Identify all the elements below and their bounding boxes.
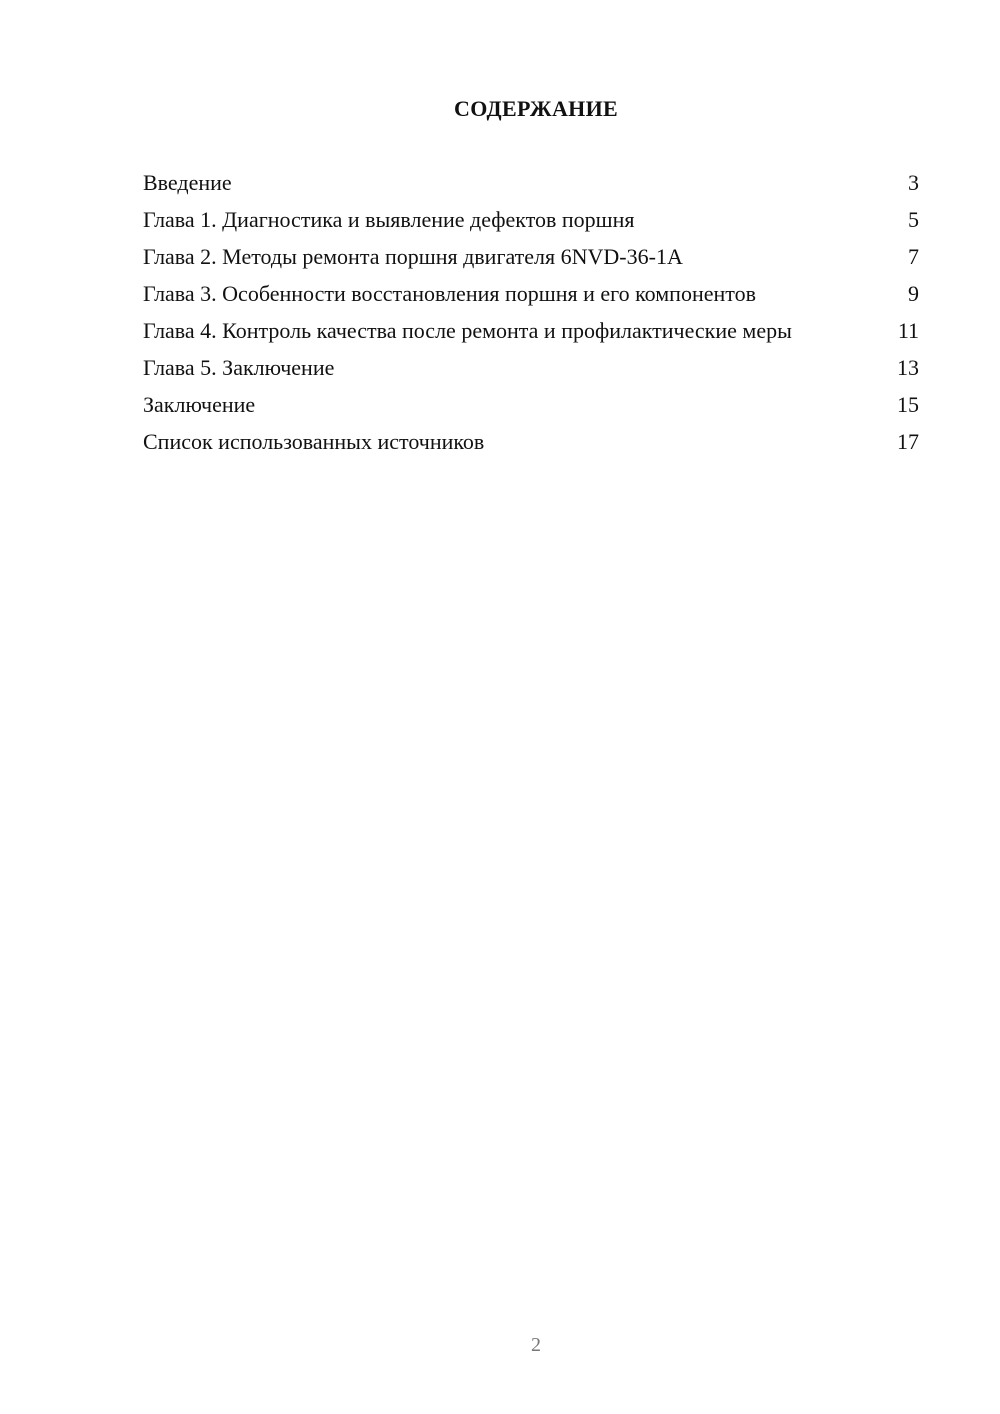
toc-entry-title: Заключение (143, 392, 256, 417)
toc-entry-chapter-2[interactable] (143, 244, 919, 270)
toc-heading: СОДЕРЖАНИЕ (454, 96, 618, 121)
table-of-contents (143, 170, 919, 466)
toc-entry-chapter-4[interactable] (143, 318, 919, 344)
toc-entry-title: Глава 1. Диагностика и выявление дефектов поршня (143, 207, 635, 232)
toc-entry-chapter-1[interactable] (143, 207, 919, 233)
toc-entry-title: Список использованных источников (143, 429, 485, 454)
toc-entry-title: Глава 2. Методы ремонта поршня двигателя 6NVD-36-1A (143, 244, 683, 269)
toc-entry-page: 15 (897, 392, 919, 417)
toc-entry-title: Глава 4. Контроль качества после ремонта и профилактические меры (143, 318, 792, 343)
toc-entry-page: 7 (908, 244, 919, 269)
toc-entry-page: 3 (908, 170, 919, 195)
toc-entry-chapter-3[interactable] (143, 281, 919, 307)
toc-entry-introduction[interactable] (143, 170, 919, 196)
toc-entry-page: 17 (897, 429, 919, 454)
toc-entry-page: 13 (897, 355, 919, 380)
toc-entry-page: 11 (897, 318, 919, 343)
toc-entry-page: 5 (908, 207, 919, 232)
toc-entry-title: Глава 3. Особенности восстановления поршня и его компонентов (143, 281, 756, 306)
toc-entry-conclusion[interactable] (143, 392, 919, 418)
toc-entry-title: Введение (143, 170, 232, 195)
toc-entry-chapter-5[interactable] (143, 355, 919, 381)
toc-entry-page: 9 (908, 281, 919, 306)
page-number: 2 (531, 1334, 541, 1356)
toc-entry-title: Глава 5. Заключение (143, 355, 335, 380)
toc-entry-references[interactable] (143, 429, 919, 455)
